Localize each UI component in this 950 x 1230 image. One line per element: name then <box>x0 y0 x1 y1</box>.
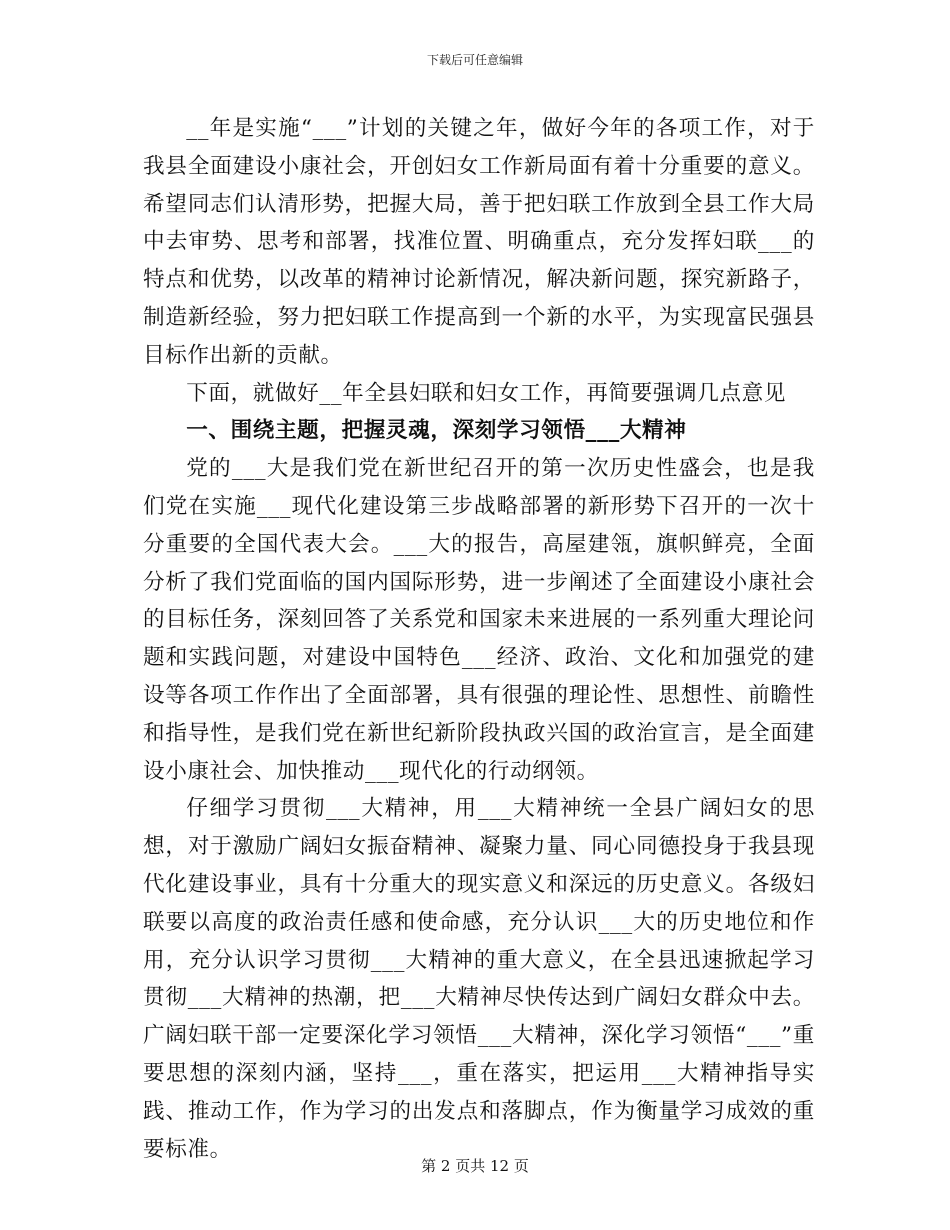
page-footer: 第 2 页共 12 页 <box>421 1157 529 1175</box>
paragraph-4: 仔细学习贯彻___大精神，用___大精神统一全县广阔妇女的思想，对于激励广阔妇女振奋精神、凝聚力量、同心同德投身于我县现代化建设事业，具有十分重大的现实意义和深远的历史意义。各级妇联要以高度的政治责任感和使命感，充分认识___大的历史地位和作用，充分认识学习贯彻___大精神的重大意义，在全县迅速掀起学习贯彻___大精神的热潮，把___大精神尽快传达到广阔妇女群众中去。广阔妇联干部一定要深化学习领悟___大精神，深化学习领悟“___”重要思想的深刻内涵，坚持___，重在落实，把运用___大精神指导实践、推动工作，作为学习的出发点和落脚点，作为衡量学习成效的重要标准。 <box>143 796 815 1162</box>
page-header: 下载后可任意编辑 <box>426 53 523 67</box>
section-heading-1: 一、围绕主题，把握灵魂，深刻学习领悟___大精神 <box>186 418 687 444</box>
document-body <box>143 110 815 1168</box>
paragraph-1: __年是实施“___”计划的关键之年，做好今年的各项工作，对于我县全面建设小康社会，开创妇女工作新局面有着十分重要的意义。希望同志们认清形势，把握大局，善于把妇联工作放到全县工作大局中去审势、思考和部署，找准位置、明确重点，充分发挥妇联___的特点和优势，以改革的精神讨论新情况，解决新问题，探究新路子，制造新经验，努力把妇联工作提高到一个新的水平，为实现富民强县目标作出新的贡献。 <box>143 116 815 368</box>
paragraph-3: 党的___大是我们党在新世纪召开的第一次历史性盛会，也是我们党在实施___现代化建设第三步战略部署的新形势下召开的一次十分重要的全国代表大会。___大的报告，高屋建瓴，旗帜鲜亮，全面分析了我们党面临的国内国际形势，进一步阐述了全面建设小康社会的目标任务，深刻回答了关系党和国家未来进展的一系列重大理论问题和实践问题，对建设中国特色___经济、政治、文化和加强党的建设等各项工作作出了全面部署，具有很强的理论性、思想性、前瞻性和指导性，是我们党在新世纪新阶段执政兴国的政治宣言，是全面建设小康社会、加快推动___现代化的行动纲领。 <box>143 456 815 784</box>
paragraph-2: 下面，就做好__年全县妇联和妇女工作，再简要强调几点意见 <box>186 380 787 406</box>
